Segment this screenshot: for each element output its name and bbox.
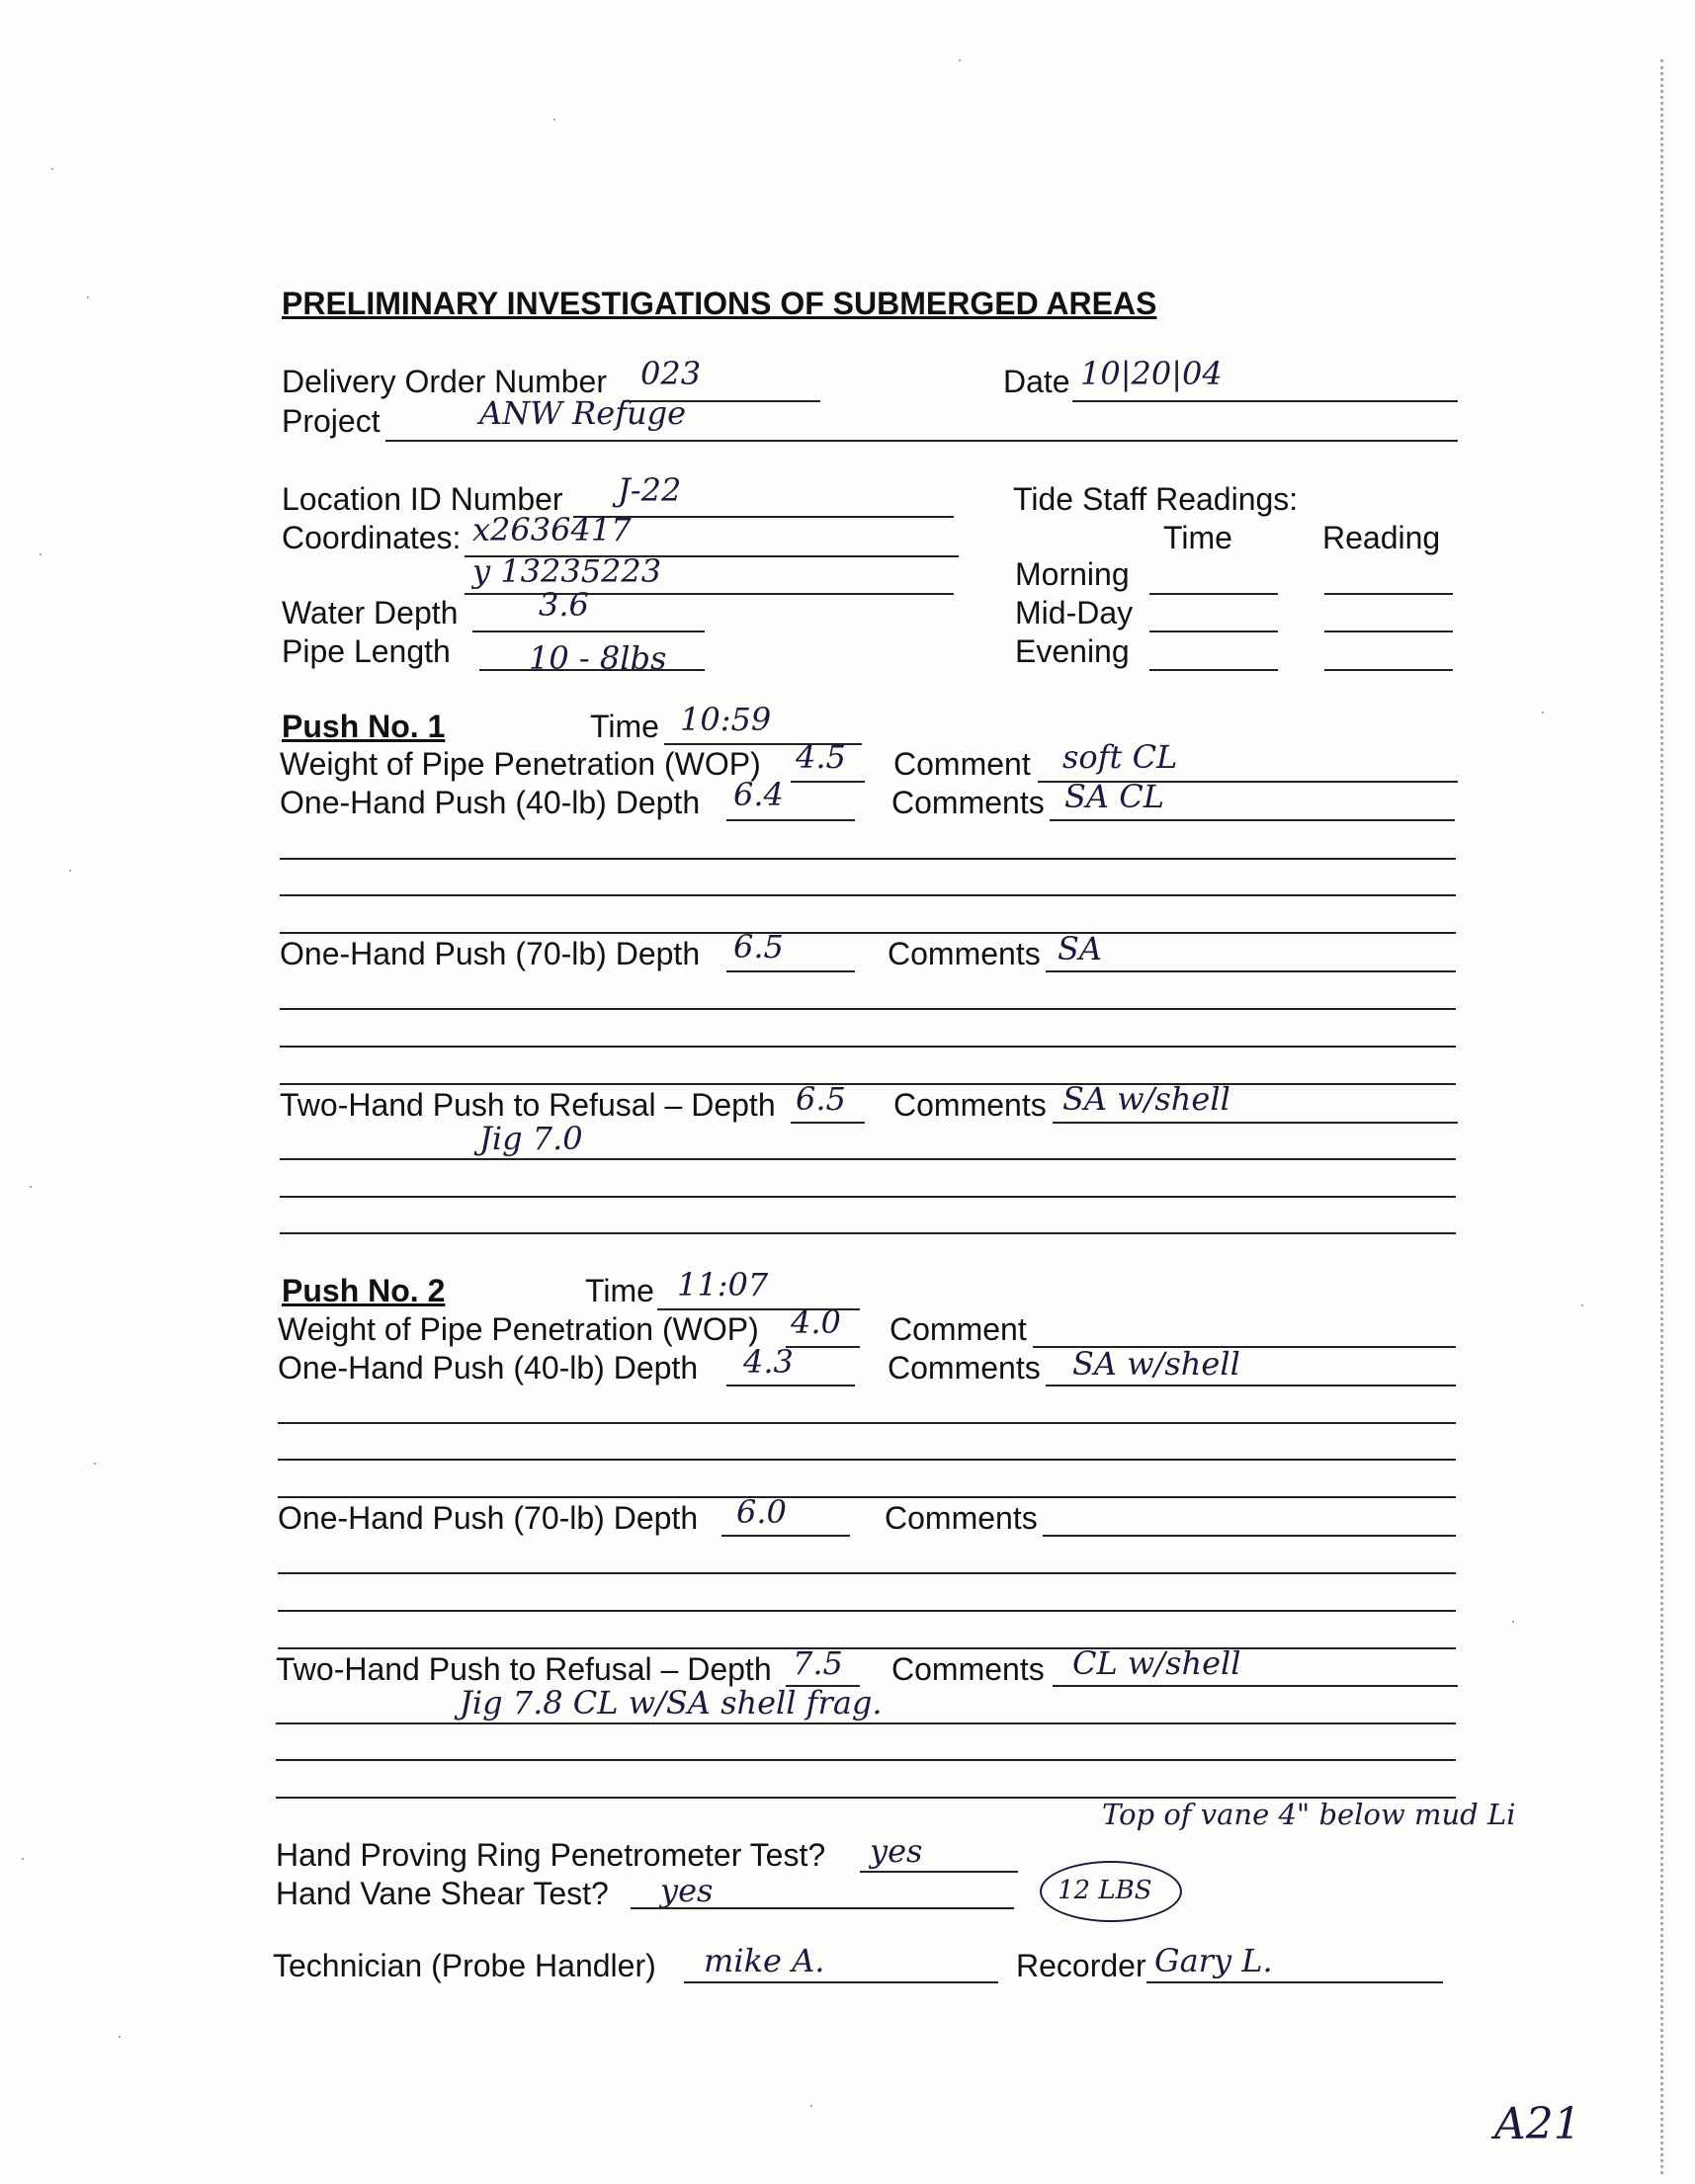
push1-oh70-value: 6.5 [733,928,784,966]
push1-blank-line-2 [280,894,1456,896]
push2-two-hand-label: Two-Hand Push to Refusal – Depth [276,1651,772,1687]
circled-weight-value: 12 LBS [1058,1876,1152,1905]
tide-morning-reading-line [1324,593,1453,595]
push2-oh70-comment-line [1043,1535,1456,1537]
push1-oh40-line [726,819,855,821]
push2-time-value: 11:07 [677,1266,769,1303]
technician-value: mike A. [704,1942,825,1979]
scan-speck [119,2036,121,2038]
project-line [385,440,1458,442]
vane-test-line [631,1907,1014,1909]
push2-blank-line-4 [278,1572,1456,1574]
scan-edge [1660,59,1663,2174]
water-depth-value: 3.6 [539,586,589,624]
push1-blank-line-9 [280,1232,1456,1234]
push1-oh40-comment-label: Comments [891,785,1045,820]
water-depth-label: Water Depth [282,595,459,630]
scan-speck [959,59,961,61]
tide-row-midday: Mid-Day [1015,595,1134,630]
push1-jig-note: Jig 7.0 [479,1120,583,1157]
push2-heading: Push No. 2 [282,1273,446,1308]
push1-oh40-value: 6.4 [733,776,784,813]
recorder-label: Recorder [1016,1948,1146,1983]
push1-two-hand-comment-label: Comments [893,1087,1047,1123]
push1-oh70-comment-label: Comments [888,936,1041,971]
push2-blank-line-3 [278,1496,1456,1498]
push1-two-hand-value: 6.5 [796,1080,846,1118]
scan-speck [1581,1304,1583,1306]
date-line [1072,400,1458,402]
push1-blank-line-3 [280,932,1456,934]
tide-evening-time-line [1149,669,1278,671]
date-value: 10|20|04 [1080,355,1223,392]
push2-oh70-value: 6.0 [736,1493,787,1531]
tide-row-evening: Evening [1015,633,1130,669]
push2-oh70-line [721,1535,850,1537]
push1-time-value: 10:59 [680,701,772,738]
push1-wop-line [791,781,865,783]
scan-speck [87,296,89,298]
pipe-length-value: 10 - 8lbs [529,639,667,677]
push2-two-hand-value: 7.5 [793,1644,843,1682]
push1-blank-line-6 [280,1083,1456,1085]
push1-oh70-comment-value: SA [1058,930,1103,967]
push1-blank-line-4 [280,1008,1456,1010]
scan-speck [40,553,42,555]
push2-two-hand-comment-label: Comments [891,1651,1045,1687]
push1-oh40-comment-value: SA CL [1064,778,1164,815]
push2-oh70-comment-label: Comments [885,1500,1038,1536]
push2-oh70-label: One-Hand Push (70-lb) Depth [278,1500,699,1536]
pipe-length-line [479,669,705,671]
tide-midday-reading-line [1324,630,1453,632]
push1-oh70-label: One-Hand Push (70-lb) Depth [280,936,701,971]
tide-midday-time-line [1149,630,1278,632]
push2-blank-line-2 [278,1459,1456,1461]
recorder-line [1146,1981,1443,1983]
push1-two-hand-label: Two-Hand Push to Refusal – Depth [280,1087,776,1123]
scan-speck [30,1186,32,1188]
tide-reading-header: Reading [1322,520,1441,555]
push1-two-hand-comment-line [1053,1122,1458,1124]
date-label: Date [1003,364,1070,399]
push2-oh40-label: One-Hand Push (40-lb) Depth [278,1350,699,1386]
ring-test-value: yes [870,1832,923,1870]
location-label: Location ID Number [282,481,563,517]
delivery-order-value: 023 [640,355,702,392]
technician-label: Technician (Probe Handler) [273,1948,656,1983]
push1-time-label: Time [590,709,659,744]
push2-time-label: Time [585,1273,654,1308]
tide-evening-reading-line [1324,669,1453,671]
coordinate-x-value: x2636417 [472,511,632,548]
push1-two-hand-comment-value: SA w/shell [1062,1080,1230,1118]
push2-oh40-value: 4.3 [743,1343,794,1381]
scan-speck [1542,712,1544,714]
vane-note: Top of vane 4" below mud Li [1102,1798,1516,1831]
ring-test-line [860,1871,1018,1873]
scan-speck [51,168,53,170]
coordinates-label: Coordinates: [282,520,462,555]
technician-line [684,1981,998,1983]
push2-blank-line-5 [278,1610,1456,1612]
push1-heading: Push No. 1 [282,709,446,744]
push1-blank-line-8 [280,1196,1456,1198]
push2-blank-line-7 [276,1722,1456,1724]
tide-time-header: Time [1163,520,1232,555]
push2-blank-line-1 [278,1422,1456,1424]
project-label: Project [282,403,381,439]
push2-wop-label: Weight of Pipe Penetration (WOP) [278,1311,759,1347]
push2-wop-comment-label: Comment [890,1311,1027,1347]
recorder-value: Gary L. [1154,1942,1273,1979]
form-title: PRELIMINARY INVESTIGATIONS OF SUBMERGED AREAS [282,286,1157,321]
push1-blank-line-7 [280,1158,1456,1160]
vane-test-value: yes [660,1872,714,1909]
push2-oh40-comment-label: Comments [888,1350,1041,1386]
tide-label: Tide Staff Readings: [1013,481,1299,517]
push2-wop-value: 4.0 [791,1303,841,1341]
ring-test-label: Hand Proving Ring Penetrometer Test? [276,1837,826,1873]
scan-speck [810,2105,812,2107]
push1-wop-comment-label: Comment [893,746,1031,782]
page-number: A21 [1494,2099,1581,2149]
vane-test-label: Hand Vane Shear Test? [276,1876,609,1911]
push1-wop-value: 4.5 [796,738,846,776]
tide-row-morning: Morning [1015,556,1130,592]
scan-speck [94,1463,96,1465]
push1-oh70-line [726,970,855,972]
project-value: ANW Refuge [479,394,687,432]
push2-jig-note: Jig 7.8 CL w/SA shell frag. [460,1684,883,1722]
push2-oh40-comment-line [1046,1385,1456,1386]
push2-wop-line [786,1346,860,1348]
water-depth-line [472,630,705,632]
location-value: J-22 [618,471,682,509]
scan-speck [1512,1621,1514,1623]
push2-blank-line-6 [278,1647,1456,1649]
scan-speck [69,870,71,872]
push1-oh40-comment-line [1050,819,1455,821]
coordinate-y-value: y 13235223 [472,552,662,590]
scan-speck [22,1858,24,1860]
push1-oh40-label: One-Hand Push (40-lb) Depth [280,785,701,820]
push2-oh40-comment-value: SA w/shell [1072,1345,1240,1383]
push1-blank-line-5 [280,1046,1456,1048]
push1-wop-comment-value: soft CL [1062,738,1178,776]
tide-morning-time-line [1149,593,1278,595]
push1-oh70-comment-line [1046,970,1456,972]
pipe-length-label: Pipe Length [282,633,451,669]
push1-blank-line-1 [280,858,1456,860]
push2-blank-line-8 [276,1759,1456,1761]
push2-two-hand-comment-value: CL w/shell [1072,1644,1241,1682]
circled-weight [1040,1861,1182,1922]
push1-two-hand-line [791,1122,865,1124]
push1-wop-label: Weight of Pipe Penetration (WOP) [280,746,761,782]
push2-two-hand-comment-line [1053,1685,1458,1687]
delivery-order-label: Delivery Order Number [282,364,607,399]
scan-speck [553,119,555,121]
push2-oh40-line [726,1385,855,1386]
